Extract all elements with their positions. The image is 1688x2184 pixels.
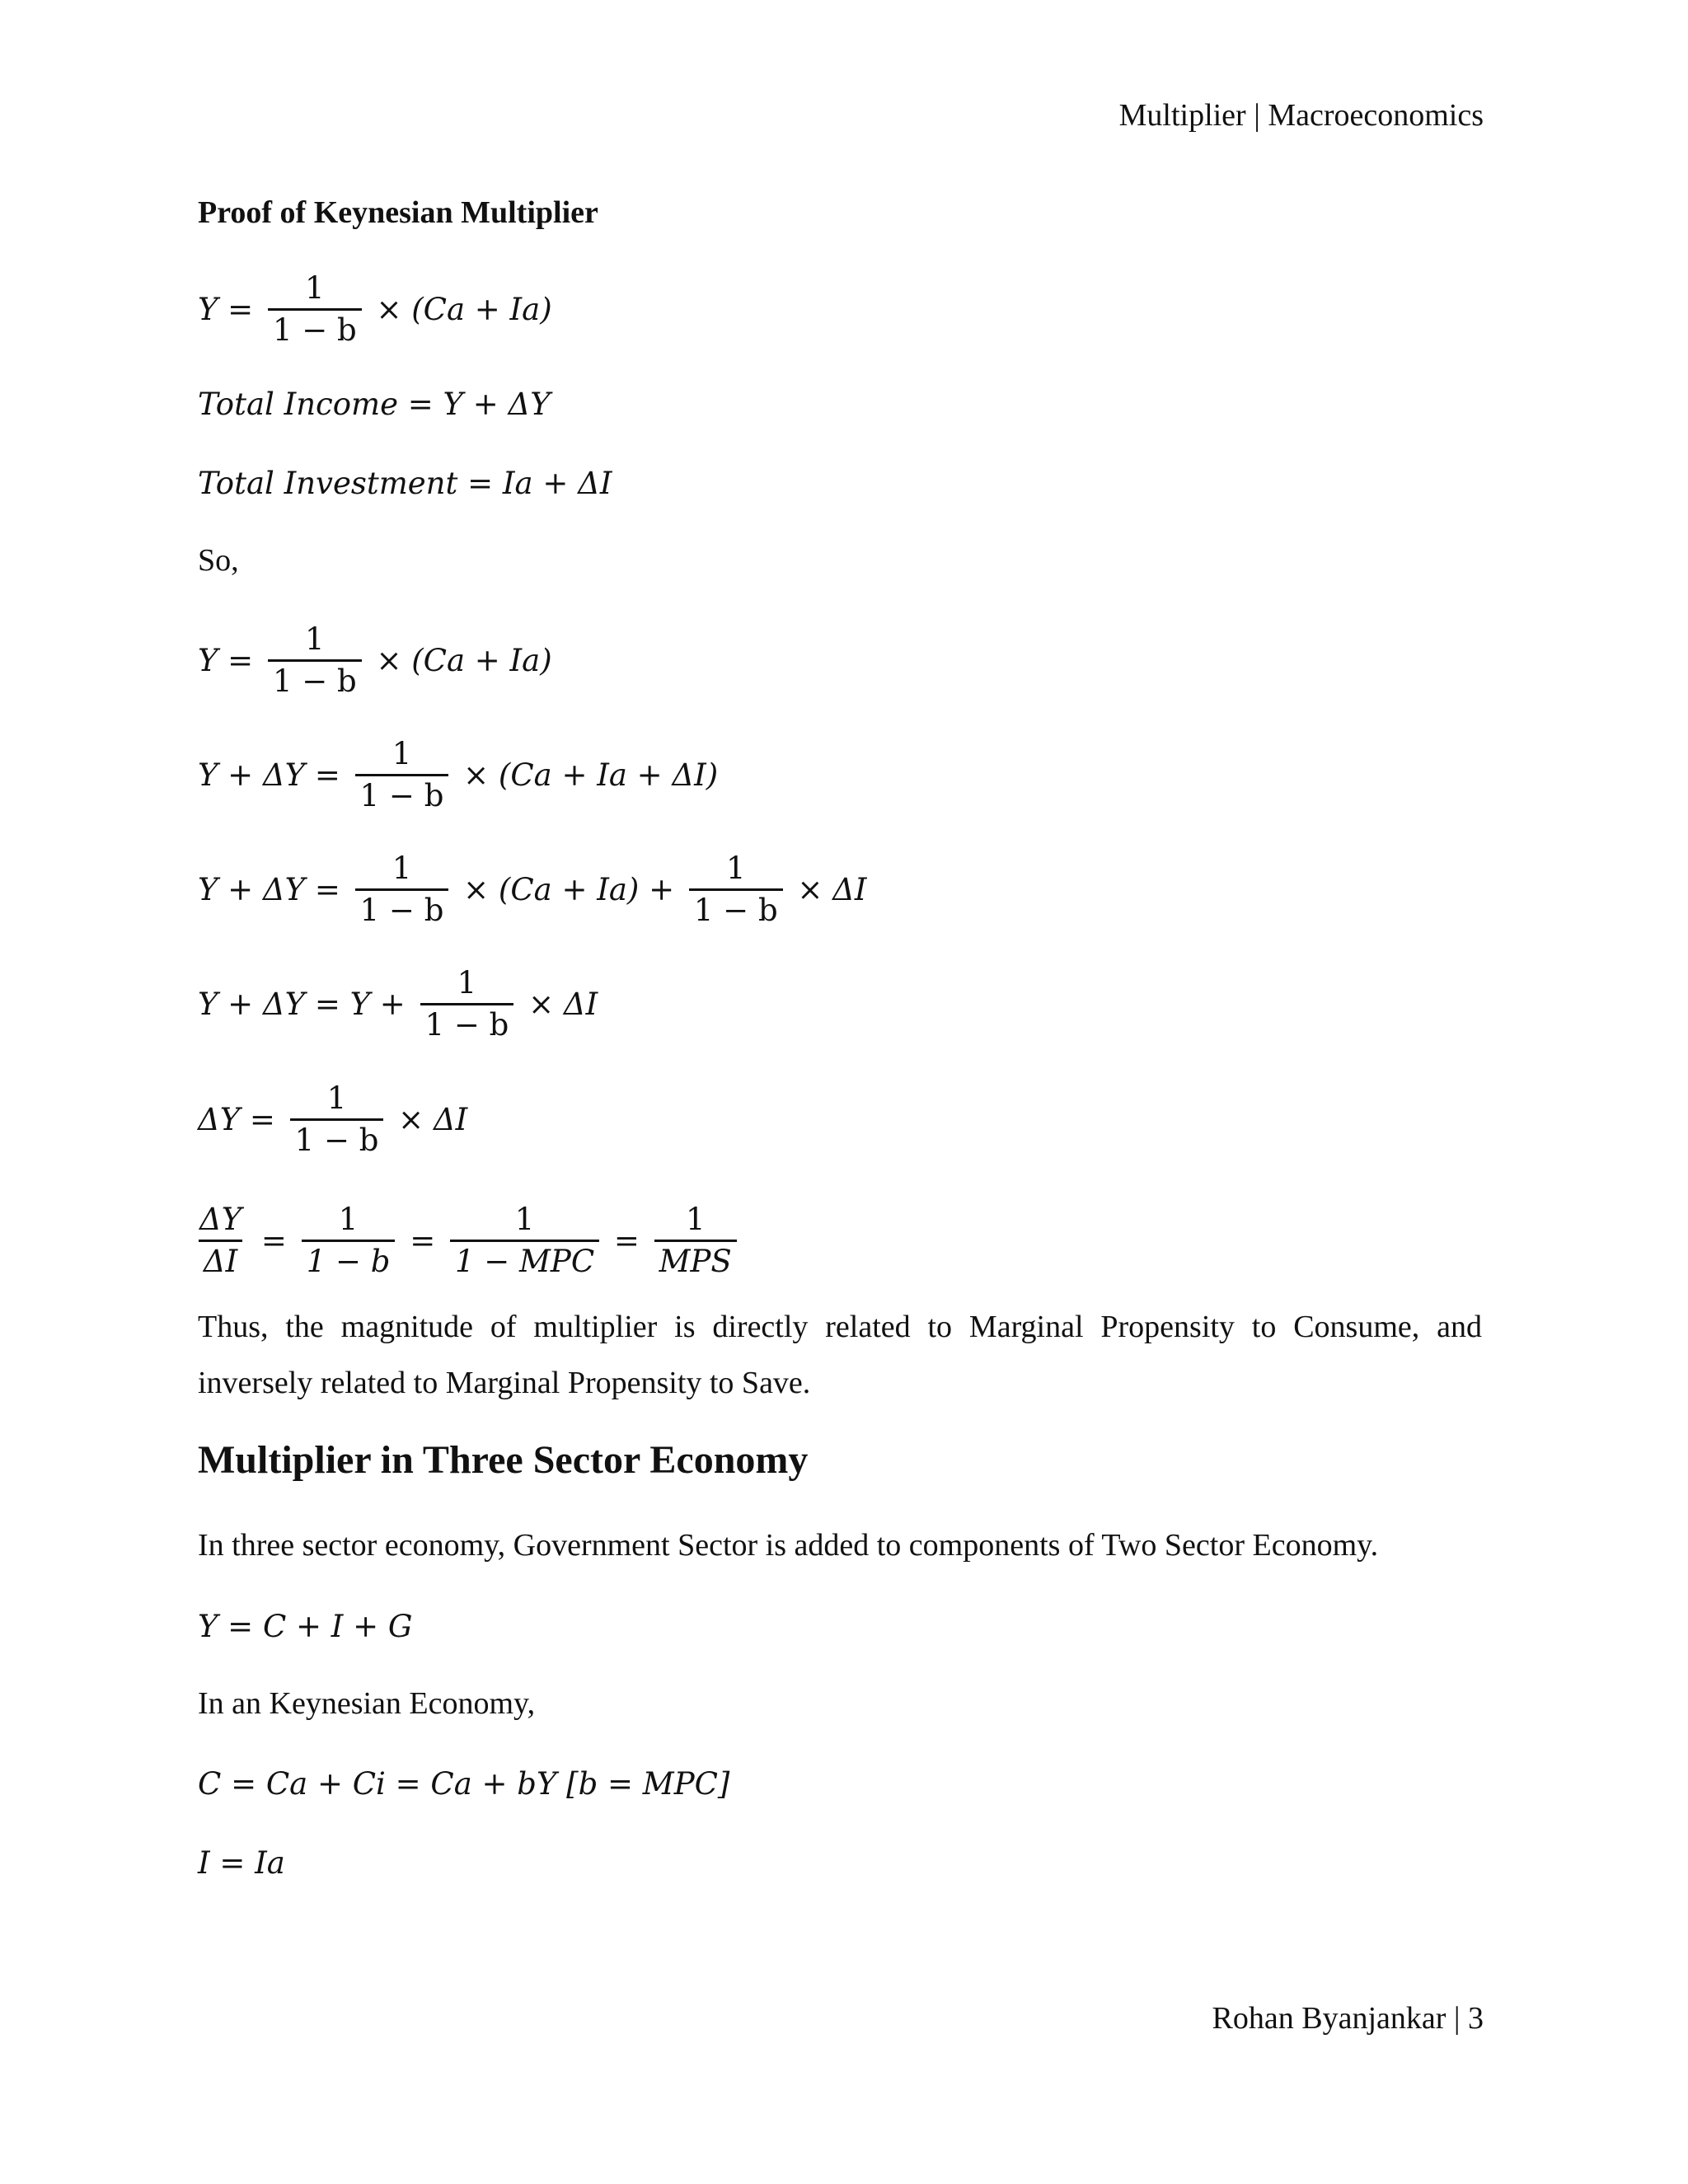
eq-rhs: × ΔI <box>787 871 867 907</box>
eq-rhs: × ΔI <box>518 986 598 1022</box>
equals-sign: = <box>400 1222 445 1258</box>
fraction <box>355 734 449 816</box>
page-footer: Rohan Byanjankar | 3 <box>1212 2001 1484 2036</box>
fraction <box>268 269 362 350</box>
equals-sign: = <box>604 1222 649 1258</box>
numerator: 1 <box>338 1201 359 1237</box>
equation-income-substituted <box>198 954 598 1053</box>
eq-lhs: Y = <box>198 642 263 678</box>
fraction <box>654 1200 737 1282</box>
eq-text: I = Ia <box>198 1844 285 1881</box>
eq-text: Total Investment = Ia + ΔI <box>198 465 612 501</box>
eq-rhs: × (Ca + Ia) <box>366 291 552 327</box>
fraction <box>302 1200 396 1282</box>
denominator: 1 − b <box>302 1240 396 1282</box>
eq-rhs: × (Ca + Ia + ΔI) <box>453 757 719 793</box>
denominator: 1 − b <box>355 774 449 816</box>
numerator: 1 <box>685 1201 706 1237</box>
fraction <box>355 849 449 930</box>
section-title-three-sector: Multiplier in Three Sector Economy <box>198 1438 809 1482</box>
numerator: 1 <box>457 964 477 1001</box>
equation-income-split <box>198 840 867 939</box>
denominator: 1 − b <box>268 308 362 350</box>
eq-text: Total Income = Y + ΔY <box>198 386 551 422</box>
numerator: 1 <box>392 735 412 771</box>
denominator: 1 − MPC <box>450 1240 599 1282</box>
numerator: 1 <box>305 269 325 306</box>
eq-rhs: × (Ca + Ia) <box>366 642 552 678</box>
denominator: 1 − b <box>420 1003 514 1045</box>
eq-mid: × (Ca + Ia) + <box>453 871 684 907</box>
fraction <box>268 620 362 701</box>
numerator: 1 <box>514 1201 535 1237</box>
denominator: 1 − b <box>268 659 362 701</box>
eq-lhs: Y + ΔY = Y + <box>198 986 415 1022</box>
section-title-proof: Proof of Keynesian Multiplier <box>198 195 598 230</box>
keynesian-economy-label: In an Keynesian Economy, <box>198 1686 536 1721</box>
fraction <box>689 849 783 930</box>
equals-sign: = <box>251 1222 297 1258</box>
equation-income <box>198 260 552 359</box>
fraction <box>420 963 514 1045</box>
denominator: 1 − b <box>689 888 783 930</box>
equation-total-investment <box>198 434 612 532</box>
denominator: 1 − b <box>355 888 449 930</box>
fraction <box>195 1200 246 1282</box>
equation-income-repeat <box>198 611 552 710</box>
eq-lhs: ΔY = <box>198 1101 285 1137</box>
denominator: 1 − b <box>290 1118 384 1160</box>
equation-investment <box>198 1813 285 1912</box>
numerator: 1 <box>392 850 412 886</box>
three-sector-intro: In three sector economy, Government Sector is added to components of Two Sector Economy. <box>198 1528 1379 1563</box>
numerator: ΔY <box>199 1201 242 1237</box>
eq-lhs: Y + ΔY = <box>198 757 350 793</box>
equation-multiplier <box>195 1191 742 1290</box>
equation-three-sector <box>198 1577 412 1675</box>
numerator: 1 <box>305 621 325 657</box>
denominator: MPS <box>654 1240 737 1282</box>
denominator: ΔI <box>199 1240 242 1282</box>
equation-delta-income <box>198 1070 467 1169</box>
so-label: So, <box>198 543 239 578</box>
eq-lhs: Y = <box>198 291 263 327</box>
eq-lhs: Y + ΔY = <box>198 871 350 907</box>
equation-income-change <box>198 725 718 824</box>
running-header: Multiplier | Macroeconomics <box>1118 98 1484 133</box>
eq-text: Y = C + I + G <box>198 1608 413 1644</box>
eq-rhs: × ΔI <box>388 1101 468 1137</box>
conclusion-paragraph: Thus, the magnitude of multiplier is directly related to Marginal Propensity to Consume, and inversely related to Marginal Propensity to Save. <box>198 1310 1482 1400</box>
fraction <box>290 1079 384 1160</box>
numerator: 1 <box>326 1080 347 1116</box>
fraction <box>450 1200 599 1282</box>
eq-text: C = Ca + Ci = Ca + bY [b = MPC] <box>198 1765 730 1802</box>
numerator: 1 <box>725 850 746 886</box>
